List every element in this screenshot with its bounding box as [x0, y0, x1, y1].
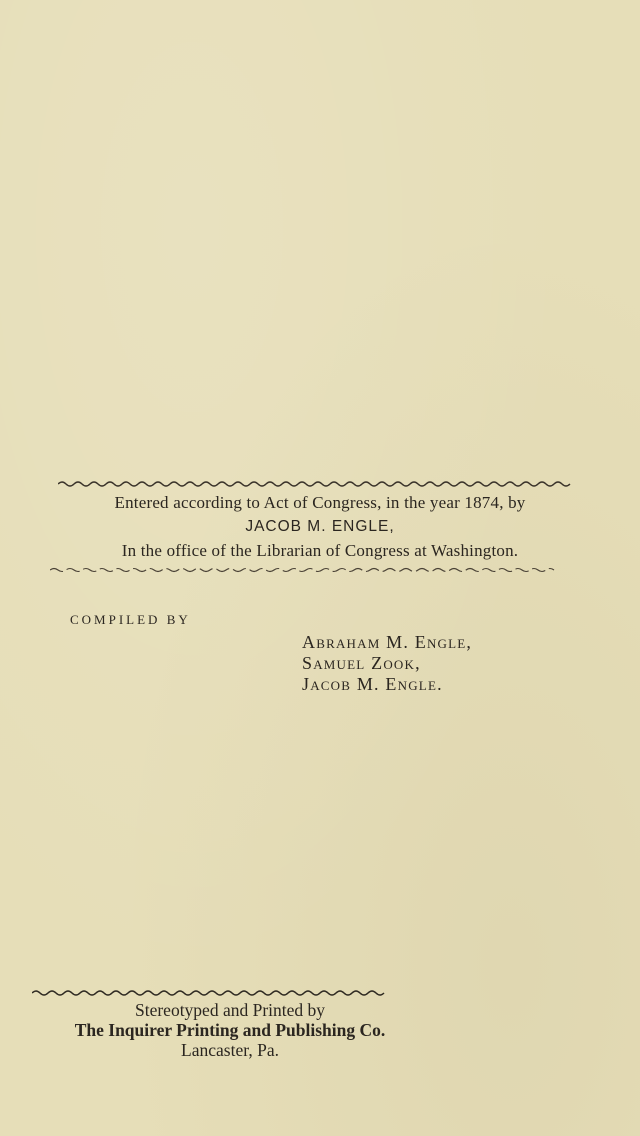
bottom-ornamental-rule — [32, 989, 388, 997]
copyright-entered-line: Entered according to Act of Congress, in the year 1874, by — [114, 493, 526, 512]
printer-company: The Inquirer Printing and Publishing Co. — [74, 1020, 386, 1040]
compiled-by-label: COMPILED BY — [70, 612, 191, 627]
top-ornamental-rule — [58, 480, 572, 488]
compiler-name: Samuel Zook, — [302, 653, 421, 673]
printer-credit-line: Stereotyped and Printed by — [134, 1000, 326, 1020]
printer-location: Lancaster, Pa. — [181, 1040, 279, 1060]
copyright-office-line: In the office of the Librarian of Congress at Washington. — [121, 541, 519, 560]
compilers-list — [302, 632, 472, 695]
compiler-name: Abraham M. Engle, — [302, 632, 473, 652]
compiler-name: Jacob M. Engle. — [302, 674, 443, 694]
copyright-holder: JACOB M. ENGLE, — [245, 518, 395, 535]
middle-ornamental-rule — [50, 566, 558, 574]
printer-imprint — [20, 1000, 440, 1060]
copyright-notice — [0, 491, 640, 563]
